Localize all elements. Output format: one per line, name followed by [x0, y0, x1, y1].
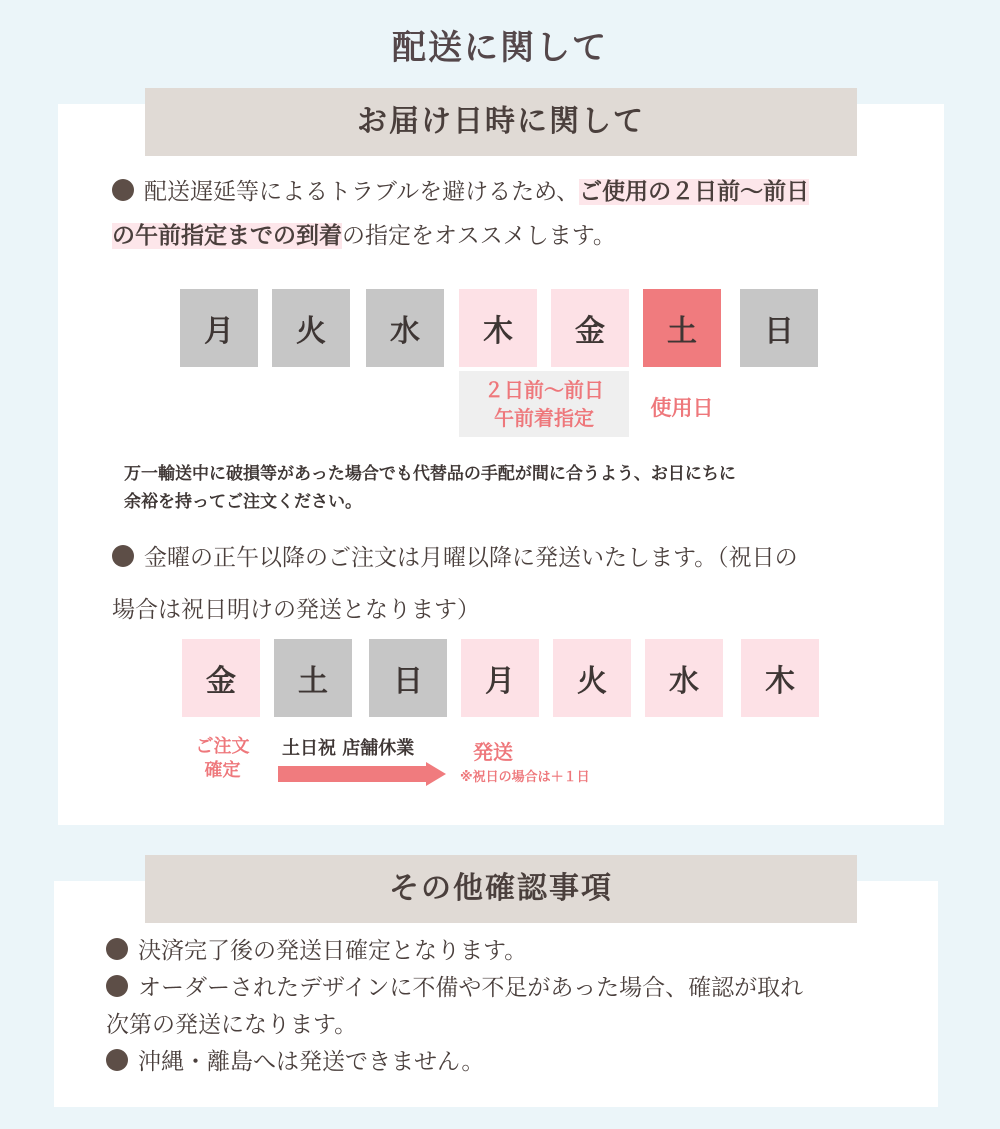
arrival-window-line-1: ２日前〜前日 — [484, 378, 604, 402]
week2-day-wed: 水 — [645, 639, 723, 717]
order-confirm-line-2: 確定 — [204, 760, 241, 781]
delivery-header: お届け日時に関して — [145, 88, 857, 156]
week2-day-fri: 金 — [182, 639, 260, 717]
order-confirm-line-1: ご注文 — [195, 736, 250, 757]
week2-day-sun: 日 — [369, 639, 447, 717]
other-header: その他確認事項 — [145, 855, 857, 923]
arrow-right-icon — [278, 762, 448, 786]
week1-day-sat: 土 — [643, 289, 721, 367]
bullet1-highlight-2: の午前指定までの到着 — [112, 223, 342, 249]
week1-day-sun: 日 — [740, 289, 818, 367]
use-day-label: 使用日 — [650, 396, 714, 420]
week1-day-fri: 金 — [551, 289, 629, 367]
week2-day-sat: 土 — [274, 639, 352, 717]
bullet-dot-icon — [106, 1049, 128, 1071]
caution-line-1: 万一輸送中に破損等があった場合でも代替品の手配が間に合うよう、お日にちに — [124, 464, 736, 484]
week1-day-wed: 水 — [366, 289, 444, 367]
bullet1-plain-2: の指定をオススメします。 — [342, 223, 616, 249]
week1-day-tue: 火 — [272, 289, 350, 367]
bullet1-plain-1: 配送遅延等によるトラブルを避けるため、 — [144, 179, 580, 205]
other-item-3: 沖縄・離島へは発送できません。 — [138, 1049, 485, 1075]
caution-note — [124, 460, 924, 516]
bullet-dot-icon — [112, 179, 134, 201]
week1-day-mon: 月 — [180, 289, 258, 367]
bullet-dot-icon — [106, 975, 128, 997]
other-item-2-cont: 次第の発送になります。 — [106, 1012, 358, 1038]
other-item-1: 決済完了後の発送日確定となります。 — [138, 938, 528, 964]
other-list — [106, 933, 926, 1081]
bullet2-line-2: 場合は祝日明けの発送となります） — [112, 597, 480, 623]
closed-label: 土日祝 店舗休業 — [282, 738, 415, 759]
caution-line-2: 余裕を持ってご注文ください。 — [124, 492, 362, 512]
week2-day-mon: 月 — [461, 639, 539, 717]
other-item-2: オーダーされたデザインに不備や不足があった場合、確認が取れ — [138, 975, 804, 1001]
bullet-dot-icon — [106, 938, 128, 960]
order-confirm-label — [175, 735, 270, 783]
week2-day-tue: 火 — [553, 639, 631, 717]
delivery-bullet-2 — [112, 532, 932, 636]
bullet2-line-1: 金曜の正午以降のご注文は月曜以降に発送いたします。（祝日の — [144, 545, 798, 571]
arrival-window-note — [459, 371, 629, 437]
holiday-note: ※祝日の場合は＋１日 — [460, 770, 590, 785]
bullet-dot-icon — [112, 545, 134, 567]
week1-day-thu: 木 — [459, 289, 537, 367]
page-title: 配送に関して — [392, 28, 608, 68]
week2-day-thu: 木 — [741, 639, 819, 717]
ship-label: 発送 — [473, 740, 513, 764]
delivery-bullet-1 — [112, 170, 932, 258]
arrival-window-line-2: 午前着指定 — [494, 406, 594, 430]
bullet1-highlight-1: ご使用の２日前〜前日 — [579, 179, 810, 205]
